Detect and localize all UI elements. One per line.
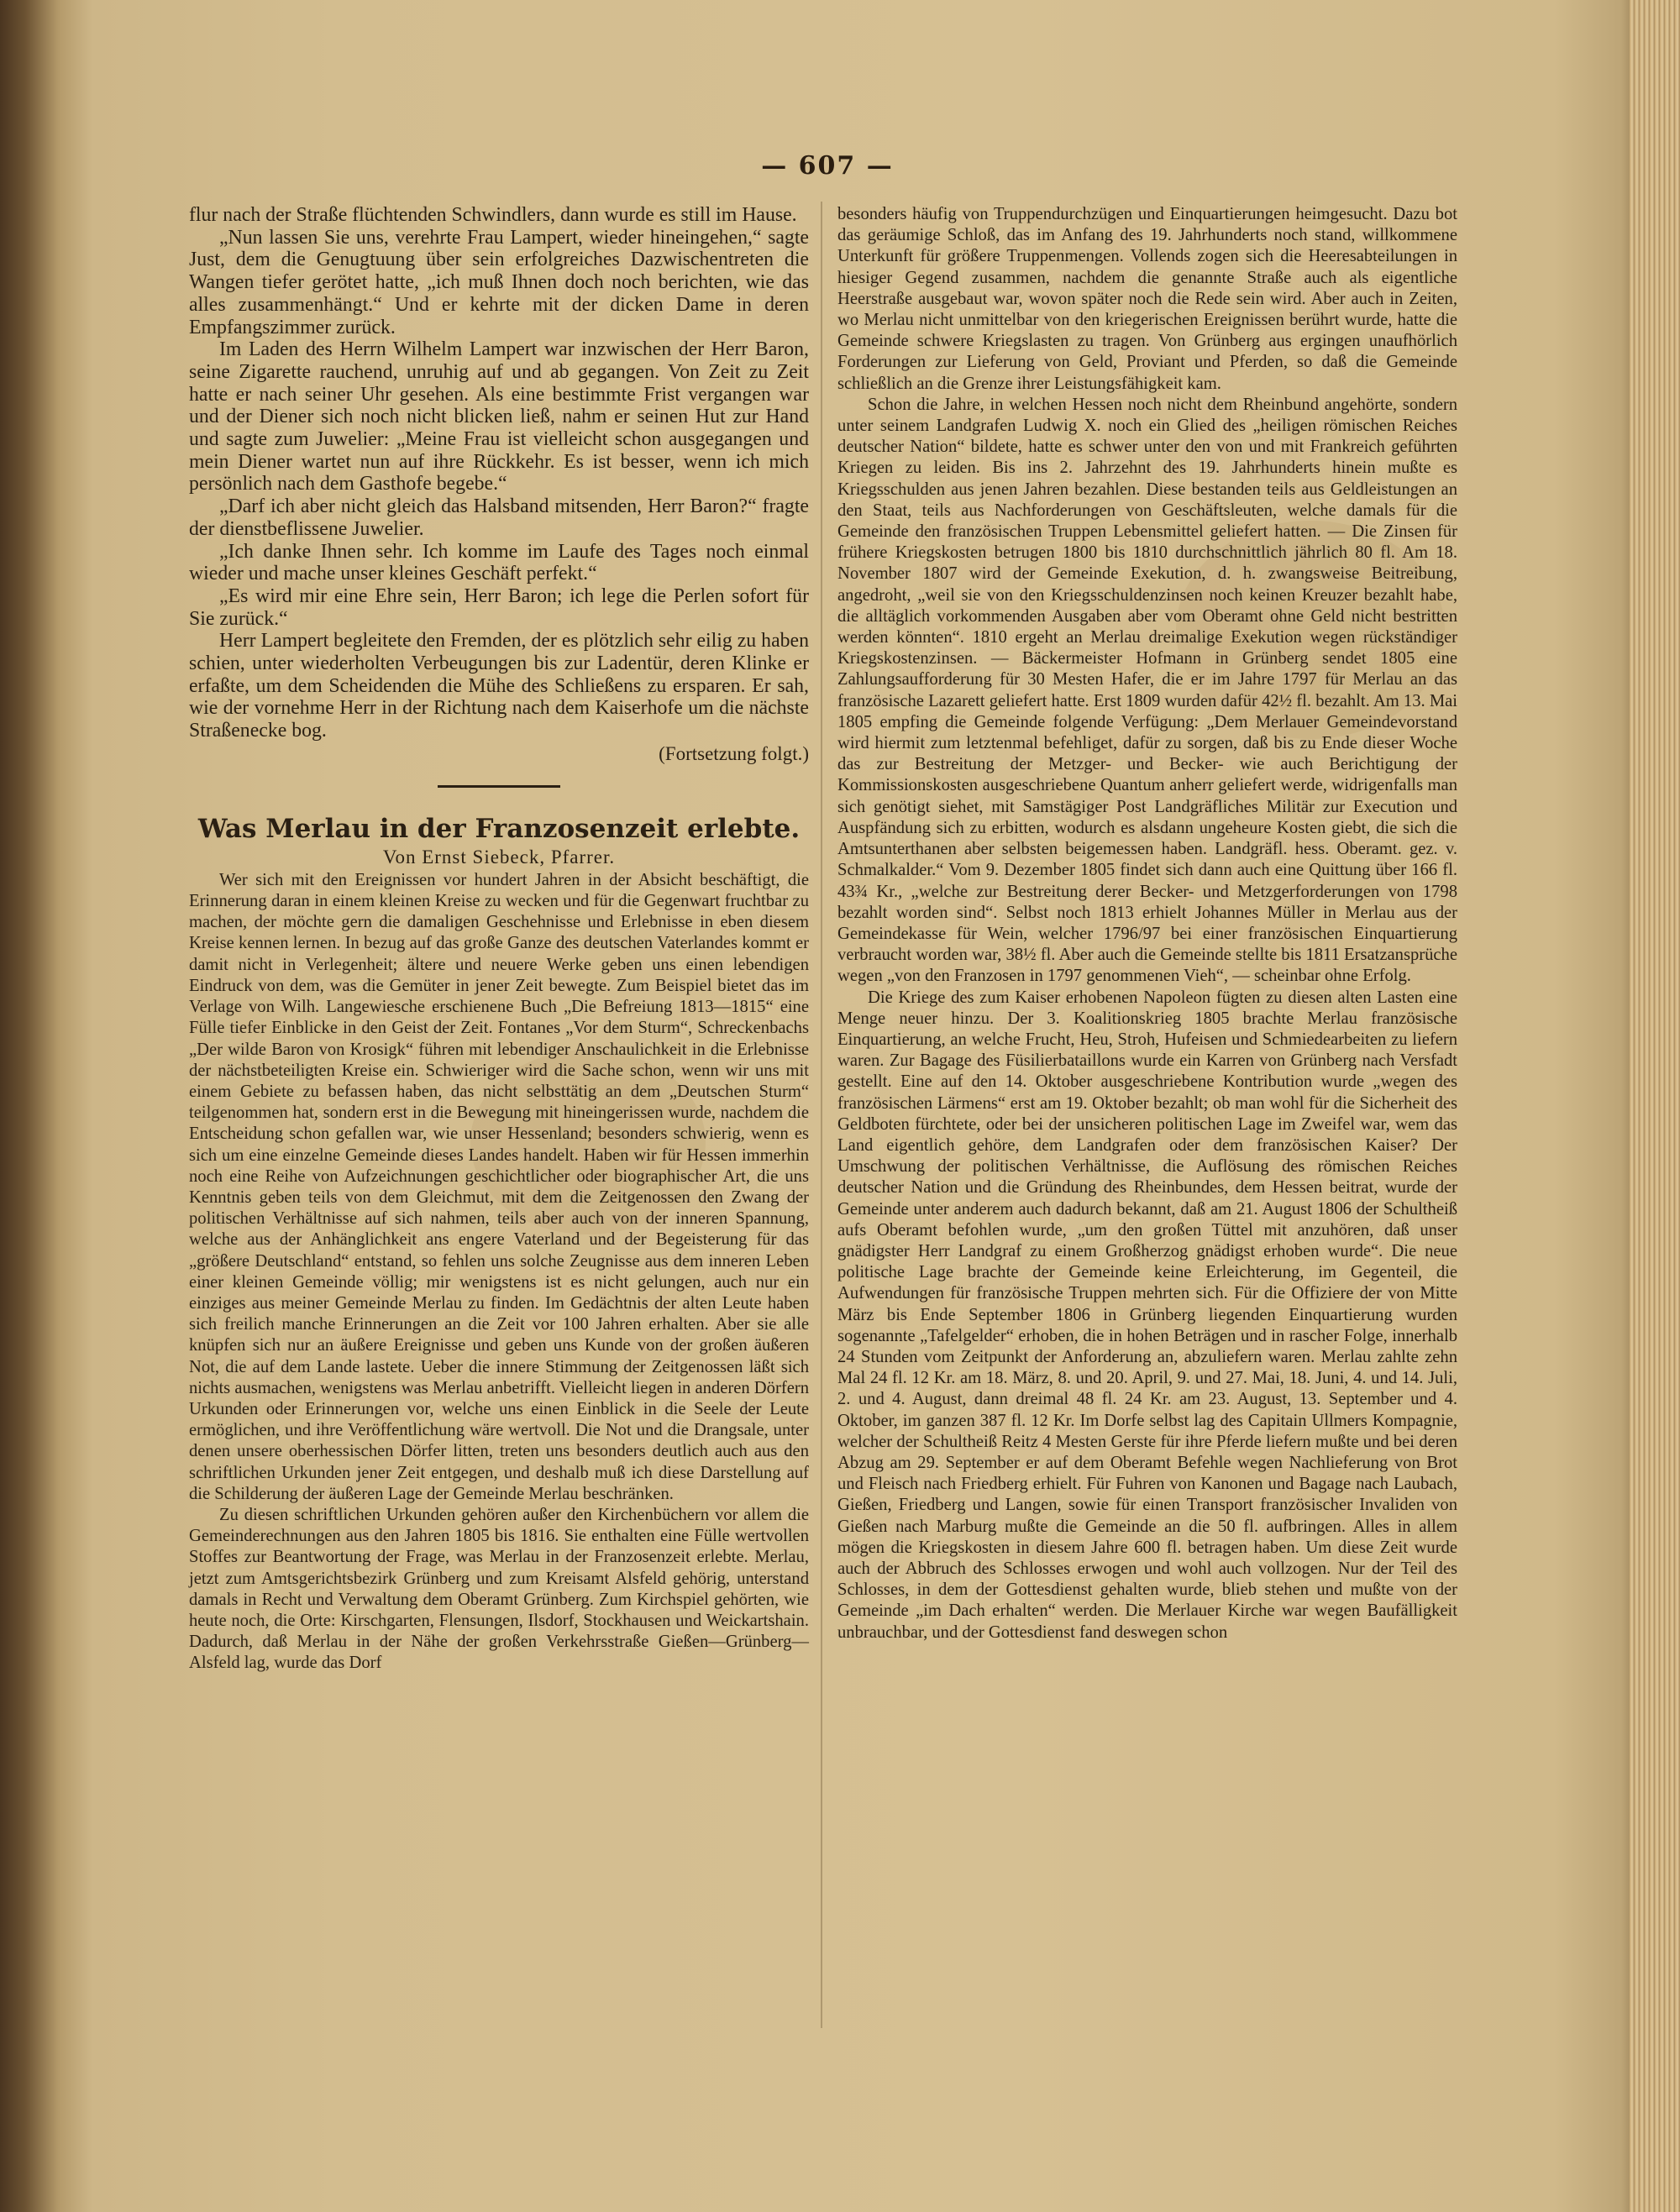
story-paragraph: „Ich danke Ihnen sehr. Ich komme im Laufe des Tages noch einmal wieder und mache unser kleines Geschäft perfekt.“ bbox=[189, 540, 809, 585]
right-column bbox=[837, 204, 1457, 1643]
story-paragraph: Im Laden des Herrn Wilhelm Lampert war inzwischen der Herr Baron, seine Zigarette rauchend, unruhig auf und ab gegangen. Von Zeit zu Zeit hatte er nach seiner Uhr gesehen. Als eine bestimmte Frist vergangen war und der Diener sich noch nicht blicken ließ, nahm er seinen Hut zur Hand und sagte zum Juwelier: „Meine Frau ist vielleicht schon ausgegangen und mein Diener wartet nun auf ihre Rückkehr. Es ist besser, wenn ich mich persönlich nach dem Gasthofe begebe.“ bbox=[189, 338, 809, 495]
left-column bbox=[189, 204, 809, 1675]
column-divider bbox=[821, 202, 822, 2028]
article-title: Was Merlau in der Franzosenzeit erlebte. bbox=[197, 813, 801, 844]
story-paragraph: Herr Lampert begleitete den Fremden, der es plötzlich sehr eilig zu haben schien, unter wiederholten Verbeugungen bis zur Ladentür, deren Klinke er erfaßte, um dem Scheidenden die Mühe des Schließens zu ersparen. Er sah, wie der vornehme Herr in der Richtung nach dem Kaiserhofe um die nächste Straßenecke bog. bbox=[189, 630, 809, 742]
continuation-note: (Fortsetzung folgt.) bbox=[659, 742, 809, 764]
article-paragraph: Schon die Jahre, in welchen Hessen noch nicht dem Rheinbund angehörte, sondern unter seinem Landgrafen Ludwig X. noch ein Glied des „heiligen römischen Reiches deutscher Nation“ bildete, hatte es schwer unter den von und mit Frankreich geführten Kriegen zu leiden. Bis ins 2. Jahrzehnt des 19. Jahrhunderts hinein mußte es Kriegsschulden aus jenen Jahren bezahlen. Diese bestanden teils aus Geldleistungen an den Staat, teils aus Nachforderungen von Geschäftsleuten, welche damals für die Gemeinde den französischen Truppen Lebensmittel geliefert hatten. — Die Zinsen für frühere Kriegskosten betrugen 1800 bis 1810 durchschnittlich jährlich 80 fl. Am 18. November 1807 wird der Gemeinde Exekution, d. h. zwangsweise Beitreibung, angedroht, „weil sie von den Kriegsschuldenzinsen noch keinen Kreuzer bezahlt habe, die alltäglich vorkommenden Ausgaben aber vom Oberamt ohne Geld nicht bestritten werden könnten“. 1810 ergeht an Merlau dreimalige Exekution wegen rückständiger Kriegskostenzinsen. — Bäckermeister Hofmann in Grünberg sendet 1805 eine Zahlungsaufforderung für 30 Mesten Hafer, die er im Jahre 1797 für Merlau an das französische Lazarett geliefert hatte. Erst 1809 wurden dafür 42½ fl. bezahlt. Am 13. Mai 1805 empfing die Gemeinde folgende Verfügung: „Dem Merlauer Gemeindevorstand wird hiermit zum letztenmal befehliget, dafür zu sorgen, daß bis zu Ende dieser Woche das zur Bestreitung der Metzger- und Becker- wie auch Berichtigung der Kommissionskosten ausgeschriebene Quantum anherr geliefert werde, widrigenfalls man sich genötigt siehet, mit Samstägiger Post Landgräfliches Militär zur Execution und Auspfändung sich zu erbitten, wodurch es alsdann ungeheure Kosten giebt, die sich die Amtsunterthanen aber selbsten beigemessen haben. Landgräfl. hess. Oberamt. gez. v. Schmalkalder.“ Vom 9. Dezember 1805 findet sich dann auch eine Quittung über 166 fl. 43¾ Kr., „welche zur Bestreitung derer Becker- und Metzgerforderungen von 1798 bezahlt worden sind“. Selbst noch 1813 erhielt Johannes Müller in Merlau aus der Gemeindekasse für Wein, welcher 1796/97 bei einer französischen Einquartierung verbraucht worden war, 38½ fl. Aber auch die Gemeinde stellte bis 1811 Ersatzansprüche wegen „von den Franzosen in 1797 genommenen Vieh“, — scheinbar ohne Erfolg. bbox=[837, 395, 1457, 986]
book-page-edges bbox=[1630, 0, 1680, 2212]
article-paragraph: Zu diesen schriftlichen Urkunden gehören außer den Kirchenbüchern vor allem die Gemeinderechnungen aus den Jahren 1805 bis 1816. Sie enthalten eine Fülle wertvollen Stoffes zur Beantwortung der Frage, was Merlau in der Franzosenzeit erlebte. Merlau, jetzt zum Amtsgerichtsbezirk Grünberg und zum Kreisamt Alsfeld gehörig, unterstand damals in Recht und Verwaltung dem Oberamt Grünberg. Zum Kirchspiel gehörten, wie heute noch, die Orte: Kirschgarten, Flensungen, Ilsdorf, Stockhausen und Weickartshain. Dadurch, daß Merlau in der Nähe der großen Verkehrsstraße Gießen—Grünberg—Alsfeld lag, wurde das Dorf bbox=[189, 1505, 809, 1673]
story-paragraph: „Darf ich aber nicht gleich das Halsband mitsenden, Herr Baron?“ fragte der dienstbeflissene Juwelier. bbox=[189, 495, 809, 540]
article-byline: Von Ernst Siebeck, Pfarrer. bbox=[382, 846, 616, 868]
article-paragraph: besonders häufig von Truppendurchzügen und Einquartierungen heimgesucht. Dazu bot das geräumige Schloß, das im Anfang des 19. Jahrhunderts noch stand, willkommene Unterkunft für größere Truppenmengen. Vollends zogen sich die Heeresabteilungen in hiesiger Gegend zusammen, nachdem die genannte Straße auch als eigentliche Heerstraße ausgebaut war, wovon später noch die Rede sein wird. Aber auch in Zeiten, wo Merlau nicht unmittelbar von den kriegerischen Ereignissen berührt wurde, hatte die Gemeinde schwere Kriegslasten zu tragen. Von Grünberg aus ergingen unaufhörlich Forderungen zur Lieferung von Geld, Proviant und Pferden, so daß die Gemeinde schließlich an die Grenze ihrer Leistungsfähigkeit kam. bbox=[837, 205, 1457, 393]
article-paragraph: Die Kriege des zum Kaiser erhobenen Napoleon fügten zu diesen alten Lasten eine Menge neuer hinzu. Der 3. Koalitionskrieg 1805 brachte Merlau französische Einquartierung, an welche Frucht, Heu, Stroh, Hufeisen und Schmiedearbeiten zu liefern waren. Zur Bagage des Füsilierbataillons wurde ein Karren von Grünberg nach Versfadt gestellt. Eine auf den 14. Oktober ausgeschriebene Kontribution wurde „wegen des französischen Lärmens“ erst am 19. Oktober bezahlt; ob man wohl für die Sicherheit des Geldboten fürchtete, oder bei der unsicheren politischen Lage im Zweifel war, wem das Land eigentlich gehöre, dem Landgrafen oder dem französischen Kaiser? Der Umschwung der politischen Verhältnisse, die Auflösung des römischen Reiches deutscher Nation und die Gründung des Rheinbundes, dem Hessen beitrat, wurde der Gemeinde unter anderem auch dadurch bekannt, daß am 21. August 1806 der Schultheiß aufs Oberamt befohlen wurde, „um den großen Tüttel mit anzuhören, daß unser gnädigster Herr Landgraf zu einem Großherzog gnädigst erhoben wurde“. Die neue politische Lage brachte der Gemeinde keine Erleichterung, im Gegenteil, die Aufwendungen für französische Truppen mehrten sich. Für die Offiziere der von Mitte März bis Ende September 1806 in Grünberg liegenden Einquartierung wurden sogenannte „Tafelgelder“ erhoben, die in hohen Beträgen und in rascher Folge, innerhalb 24 Stunden vom Zeitpunkt der Anforderung an, abzuliefern waren. Merlau zahlte zehn Mal 24 fl. 12 Kr. am 18. März, 8. und 20. April, 9. und 27. Mai, 18. Juni, 4. und 14. Juli, 2. und 4. August, dann dreimal 48 fl. 24 Kr. am 23. August, 13. September und 4. Oktober, im ganzen 387 fl. 12 Kr. Im Dorfe selbst lag des Capitain Ullmers Kompagnie, welcher der Schultheiß Reitz 4 Mesten Gerste für ihre Pferde liefern mußte und bei deren Abzug am 29. September er auf dem Oberamt Befehle wegen Nachlieferung von Brot und Fleisch nach Friedberg erhielt. Für Fuhren von Kanonen und Bagage nach Laubach, Gießen, Friedberg und Langen, sowie für einen Transport französischer Invaliden von Gießen nach Marburg mußte die Gemeinde an die 50 fl. aufbringen. Alles in allem mögen die Kriegskosten in diesem Jahre 600 fl. betragen haben. Um diese Zeit wurde auch der Abbruch des Schlosses erwogen und wohl auch vollzogen. Nur der Teil des Schlosses, in dem der Gottesdienst gehalten wurde, blieb stehen und mußte von der Gemeinde „im Dach erhalten“ werden. Die Merlauer Kirche war wegen Baufälligkeit unbrauchbar, und der Gottesdienst fand deswegen schon bbox=[837, 988, 1457, 1642]
section-rule bbox=[438, 785, 560, 788]
page-number: — 607 — bbox=[761, 151, 894, 181]
story-paragraph: flur nach der Straße flüchtenden Schwindlers, dann wurde es still im Hause. bbox=[189, 204, 797, 226]
story-paragraph: „Es wird mir eine Ehre sein, Herr Baron; ich lege die Perlen sofort für Sie zurück.“ bbox=[189, 584, 809, 630]
story-paragraph: „Nun lassen Sie uns, verehrte Frau Lampert, wieder hineingehen,“ sagte Just, dem die Genugtuung über sein erfolgreiches Dazwischentreten die Wangen tiefer gerötet hatte, „ich muß Ihnen doch noch berichten, wie das alles zusammenhängt.“ Und er kehrte mit der dicken Dame in deren Empfangszimmer zurück. bbox=[189, 226, 809, 338]
article-paragraph: Wer sich mit den Ereignissen vor hundert Jahren in der Absicht beschäftigt, die Erinnerung daran in einem kleinen Kreise zu wecken und für die Gegenwart fruchtbar zu machen, der möchte gern die damaligen Geschehnisse und Erlebnisse in eben diesem Kreise kennen lernen. In bezug auf das große Ganze des deutschen Vaterlandes kommt er damit nicht in Verlegenheit; ältere und neuere Werke geben uns einen lebendigen Eindruck von dem, was die Gemüter in jener Zeit bewegte. Zum Beispiel bietet das im Verlage von Wilh. Langewiesche erschienene Buch „Die Befreiung 1813—1815“ eine Fülle tiefer Einblicke in den Geist der Zeit. Fontanes „Vor dem Sturm“, Schreckenbachs „Der wilde Baron von Krosigk“ führen mit lebendiger Anschaulichkeit in die Erlebnisse der nächstbeteiligten Kreise ein. Schwieriger wird die Sache schon, wenn wir uns mit einem Gebiete zu befassen haben, das nicht selbsttätig an dem „Deutschen Sturm“ teilgenommen hat, sondern erst in die Bewegung mit hineingerissen wurde, nachdem die Entscheidung schon gefallen war, wie unser Hessenland; besonders schwierig, wenn es sich um eine einzelne Gemeinde dieses Landes handelt. Haben wir für Hessen immerhin noch eine Reihe von Aufzeichnungen geschichtlicher oder biographischer Art, die uns Kenntnis geben teils von dem Gleichmut, mit dem die Zeitgenossen den Zwang der politischen Verhältnisse auf sich nahmen, teils aber auch von der inneren Spannung, welche aus der Anhänglichkeit ans engere Vaterland und der Begeisterung für das „größere Deutschland“ entstand, so fehlen uns solche Zeugnisse aus dem inneren Leben einer kleinen Gemeinde völlig; mir wenigstens ist es nicht gelungen, auch nur ein einziges aus meiner Gemeinde Merlau zu finden. Im Gedächtnis der alten Leute haben sich freilich manche Erinnerungen an die Zeit vor 100 Jahren erhalten. Aber sie alle knüpfen sich nur an äußere Ereignisse und geben uns Kunde von der großen äußeren Not, die auf dem Lande lastete. Ueber die innere Stimmung der Zeitgenossen läßt sich nichts ausmachen, wenigstens was Merlau anbetrifft. Vielleicht liegen in anderen Dörfern Urkunden oder Erinnerungen vor, welche uns einen Einblick in die Seele der Leute ermöglichen, und ihre Veröffentlichung wäre wertvoll. Die Not und die Drangsale, unter denen unsere oberhessischen Dörfer litten, treten uns besonders deutlich auch aus den schriftlichen Urkunden jener Zeit entgegen, und deshalb muß ich diese Darstellung auf die Schilderung der äußeren Lage der Gemeinde Merlau beschränken. bbox=[189, 870, 809, 1503]
